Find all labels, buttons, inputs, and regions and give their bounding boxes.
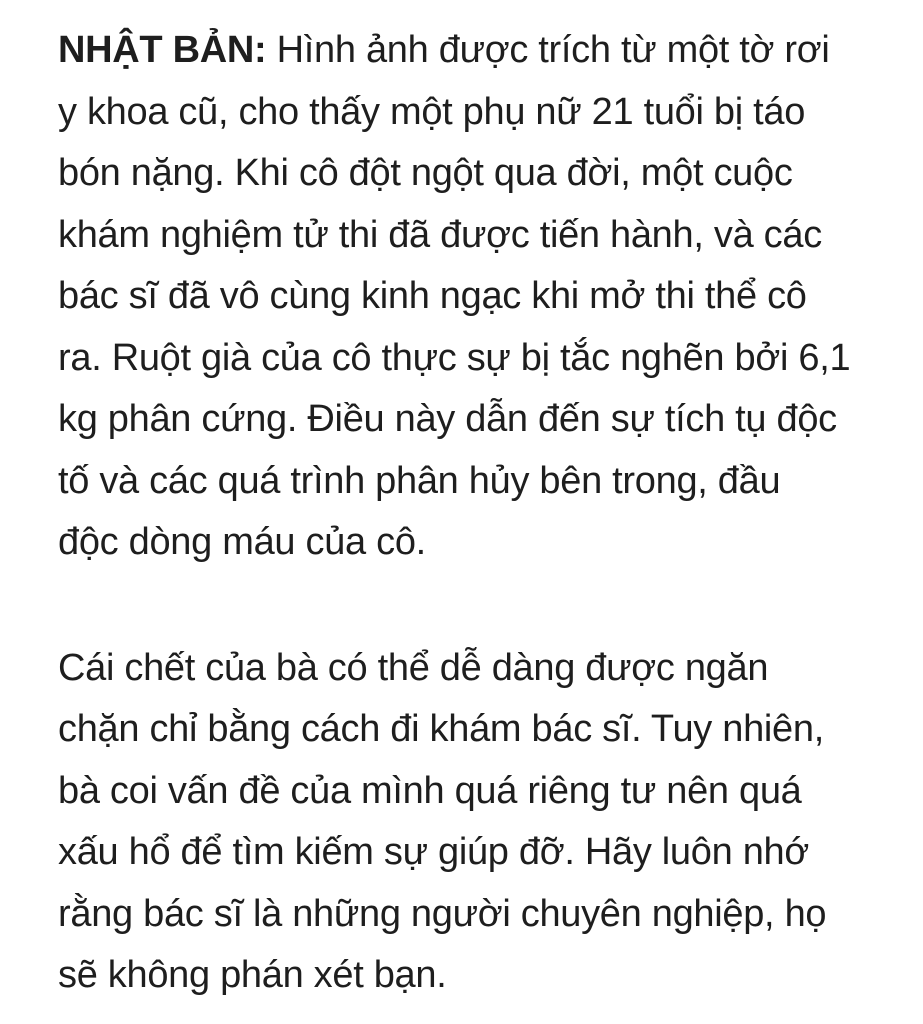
- paragraph-2-line-4: xấu hổ để tìm kiếm sự giúp đỡ. Hãy luôn nhớ: [58, 831, 809, 873]
- paragraph-2-line-6: sẽ không phán xét bạn.: [58, 954, 447, 996]
- paragraph-1: [58, 20, 908, 574]
- paragraph-1-line-5: bác sĩ đã vô cùng kinh ngạc khi mở thi thể cô: [58, 275, 807, 317]
- paragraph-1-line-8: tố và các quá trình phân hủy bên trong, đầu: [58, 459, 781, 502]
- paragraph-1-line-7: kg phân cứng. Điều này dẫn đến sự tích tụ độc: [58, 398, 837, 440]
- paragraph-2: [58, 638, 908, 1007]
- paragraph-1-line-3: bón nặng. Khi cô đột ngột qua đời, một cuộc: [58, 152, 793, 194]
- location-lead: NHẬT BẢN:: [58, 29, 267, 71]
- paragraph-2-line-5: rằng bác sĩ là những người chuyên nghiệp, họ: [58, 892, 827, 935]
- paragraph-1-line-1: [58, 20, 908, 82]
- paragraph-2-line-3: bà coi vấn đề của mình quá riêng tư nên quá: [58, 769, 802, 812]
- paragraph-2-line-2: chặn chỉ bằng cách đi khám bác sĩ. Tuy nhiên,: [58, 708, 824, 750]
- paragraph-1-line-9: độc dòng máu của cô.: [58, 521, 426, 563]
- paragraph-1-line-6: ra. Ruột già của cô thực sự bị tắc nghẽn bởi 6,1: [58, 336, 851, 379]
- paragraph-1-line-4: khám nghiệm tử thi đã được tiến hành, và các: [58, 213, 822, 256]
- paragraph-2-line-1: Cái chết của bà có thể dễ dàng được ngăn: [58, 646, 769, 689]
- paragraph-1-line-2: y khoa cũ, cho thấy một phụ nữ 21 tuổi bị táo: [58, 90, 806, 133]
- paragraph-1-line-1-text: Hình ảnh được trích từ một tờ rơi: [266, 29, 830, 71]
- article-body: [58, 20, 908, 1007]
